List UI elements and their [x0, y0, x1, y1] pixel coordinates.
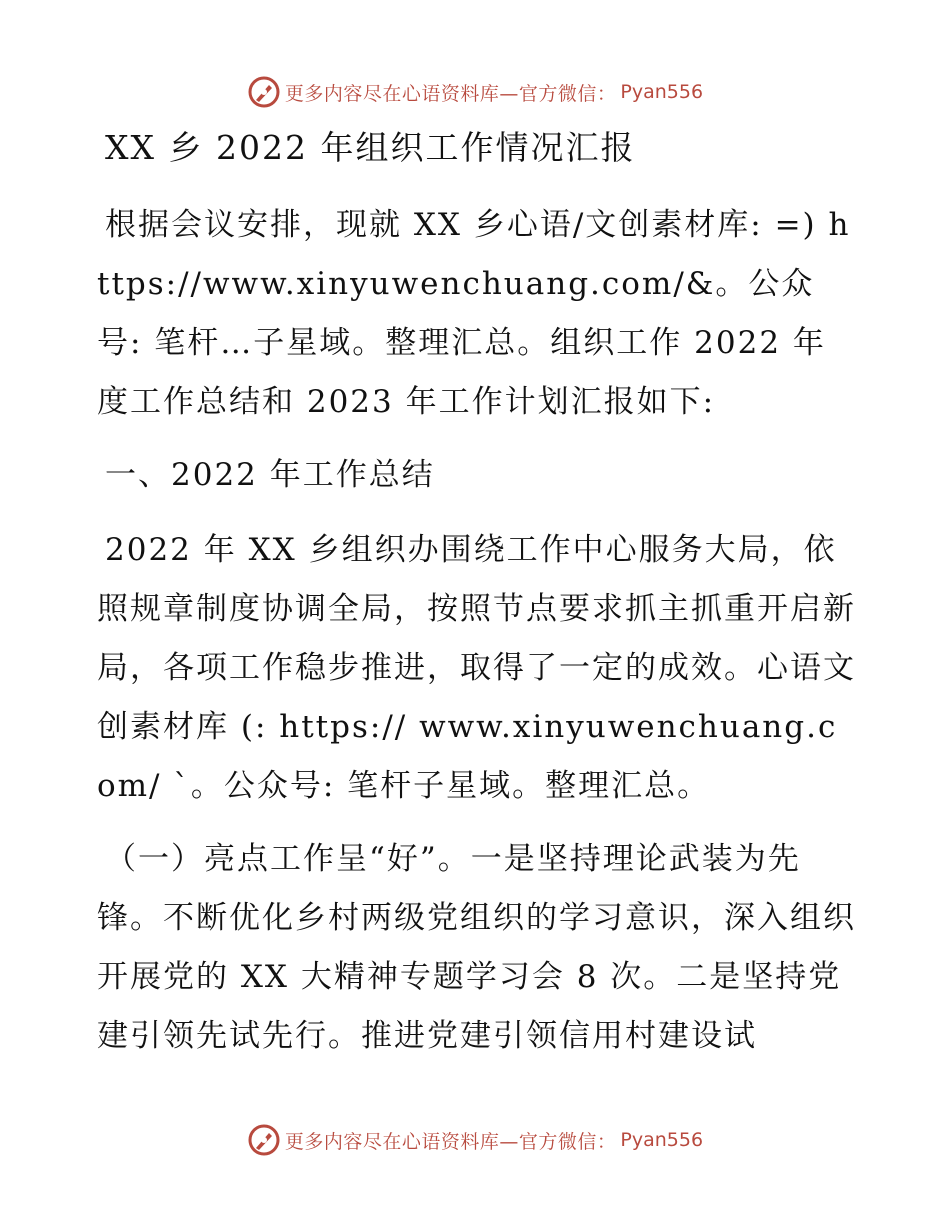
watermark-header	[0, 72, 950, 112]
subsection-paragraph: （一）亮点工作呈“好”。一是坚持理论武装为先锋。不断优化乡村两级党组织的学习意识，深入组织开展党的 XX 大精神专题学习会 8 次。二是坚持党建引领先试先行。推进党建引领信用村建设试	[97, 841, 856, 1054]
pen-seal-icon	[247, 1123, 281, 1157]
watermark-text: 更多内容尽在心语资料库—官方微信：	[284, 1130, 617, 1153]
watermark-contact: Pyan556	[620, 81, 704, 103]
section-heading: 一、2022 年工作总结	[105, 457, 435, 493]
document-body	[97, 122, 857, 1080]
watermark-text: 更多内容尽在心语资料库—官方微信：	[284, 82, 617, 105]
section-paragraph: 2022 年 XX 乡组织办围绕工作中心服务大局，依照规章制度协调全局，按照节点要求抓主抓重开启新局，各项工作稳步推进，取得了一定的成效。心语文创素材库 (: https:// www.xinyuwenchuang.com/ `。公众号: 笔杆子星域。整理汇总。	[97, 532, 856, 804]
document-title: XX 乡 2022 年组织工作情况汇报	[105, 128, 636, 167]
watermark-footer	[0, 1120, 950, 1160]
watermark-contact: Pyan556	[620, 1129, 704, 1151]
pen-seal-icon	[247, 75, 281, 109]
intro-paragraph: 根据会议安排，现就 XX 乡心语/文创素材库: =) https://www.xinyuwenchuang.com/&。公众号: 笔杆…子星域。整理汇总。组织工作 2022 年度工作总结和 2023 年工作计划汇报如下:	[97, 207, 851, 420]
